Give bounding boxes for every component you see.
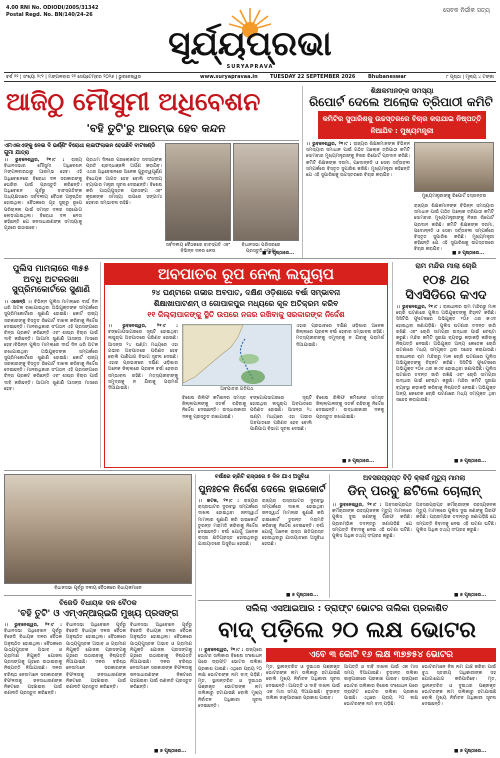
murder-dateline: ।। ଭୁବନେଶ୍ୱର, ୨୧।୯ : [332, 503, 385, 508]
weather-text-1: ବଙ୍ଗୋପସାଗରରେ ସୃଷ୍ଟି ହୋଇଥିବା ଲଘୁଚାପ ଅବପାତରେ ପରିଣତ ହୋଇଛି। ଆସନ୍ତା ୨୪ ଘଣ୍ଟା ମଧ୍ୟରେ ଏହା ଗଭୀର ଅବପାତରେ ପରିଣତ ହେବ ବୋଲି ପାଣିପାଗ ବିଭାଗ ସୂଚନା ଦେଇଛି। [108, 330, 178, 361]
page-count-price: ୮ ପୃଷ୍ଠା | ମୂଲ୍ୟ ୪ ଟଙ୍କା [446, 75, 494, 80]
voters-continued: ■ ୭ ପୃଷ୍ଠାରେ... [454, 749, 487, 754]
weather-body-5: ବିଶେଷ ରିଲିଫ କମିଶନର ସମସ୍ତ ଜିଲ୍ଲାପାଳଙ୍କୁ ସତର୍କ ରହିବାକୁ ନିର୍ଦ୍ଦେଶ ଦେଇଛନ୍ତି। ଉଦ୍ଧାରକାରୀ ଦଳକୁ ପ୍ରସ୍ତୁତ ରଖାଯାଇଛି। [316, 396, 384, 420]
teachers-dateline: ।। ଭୁବନେଶ୍ୱର, ୨୧।୯ : [306, 142, 354, 147]
murder-body-col2: ଅବସରପ୍ରାପ୍ତ କର୍ମଚାରୀଙ୍କ ରହସ୍ୟଜନକ ମୃତ୍ୟୁ ମାମଲାରେ ପୁଲିସ ଦୁଇ ଜଣଙ୍କୁ ଗିରଫ କରିଛି। ପ୍ରାରମ୍ଭିକ ତଦନ୍ତରୁ ଜଣାପଡ଼ିଛି ଯେ ସମ୍ପତ୍ତି ବିବାଦକୁ ନେଇ ଏହି ଘଟଣା ଘଟିଛି। ପୁଲିସ ଅଧିକ ତଥ୍ୟ ସଂଗ୍ରହ କରୁଛି। [416, 503, 496, 533]
party-meeting-photo [4, 474, 192, 584]
court-dateline: ।। କଟକ, ୨୧।୯ : [198, 499, 244, 504]
temple-body: ।। ଭୁବନେଶ୍ୱର, ୨୧।୯ : ରାଜଧାନୀର ରାମ ମନ୍ଦିରରୁ ମାଳ ଚୋରି ଘଟଣାରେ ପୁଲିସ ଅଭିଯୁକ୍ତଙ୍କୁ ଚିହ୍ନଟ କରିଛି। ସିସିଟିଭି ଫୁଟେଜରେ ଅଭିଯୁକ୍ତ ୧୦୫ ଥର କଏଦ ହୋଇଥିବା ଜଣାପଡ଼ିଛି। ପୁଲିସ ଘଟଣାର ତଦନ୍ତ ଜାରି ରଖିଛି ଏବଂ ଚୋରି ସାମଗ୍ରୀ ଉଦ୍ଧାର ପାଇଁ ଚେଷ୍ଟା କରୁଛି। ମନ୍ଦିର କମିଟି ସୁରକ୍ଷା ବ୍ୟବସ୍ଥା କଡ଼ାକଡ଼ି କରିବାକୁ ନିଷ୍ପତ୍ତି ନେଇଛି। ଅଭିଯୁକ୍ତ ଅନ୍ୟ କେତେକ ଚୋରି ଘଟଣାରେ ମଧ୍ୟ ସମ୍ପୃକ୍ତ ଥିବା ସନ୍ଦେହ କରାଯାଉଛି। ରାଜଧାନୀର ରାମ ମନ୍ଦିରରୁ ମାଳ ଚୋରି ଘଟଣାରେ ପୁଲିସ ଅଭିଯୁକ୍ତଙ୍କୁ ଚିହ୍ନଟ କରିଛି। ସିସିଟିଭି ଫୁଟେଜରେ ଅଭିଯୁକ୍ତ ୧୦୫ ଥର କଏଦ ହୋଇଥିବା ଜଣାପଡ଼ିଛି। ପୁଲିସ ଘଟଣାର ତଦନ୍ତ ଜାରି ରଖିଛି ଏବଂ ଚୋରି ସାମଗ୍ରୀ ଉଦ୍ଧାର ପାଇଁ ଚେଷ୍ଟା କରୁଛି। ମନ୍ଦିର କମିଟି ସୁରକ୍ଷା ବ୍ୟବସ୍ଥା କଡ଼ାକଡ଼ି କରିବାକୁ ନିଷ୍ପତ୍ତି ନେଇଛି। ଅଭିଯୁକ୍ତ ଅନ୍ୟ କେତେକ ଚୋରି ଘଟଣାରେ ମଧ୍ୟ ସମ୍ପୃକ୍ତ ଥିବା ସନ୍ଦେହ କରାଯାଉଛି। [396, 305, 496, 404]
bjd-headline: 'ବହି ତୁଟି' ଓ ଏମ୍‌ଏନ୍‌ଆର୍‌ଇଜି ମୁଖ୍ୟ ପ୍ରସଙ୍ଗ [17, 609, 179, 619]
left-story-body: ।। ଏଜେନ୍ସି ।। ବିଭିନ୍ନ ପୁଲିସ ମାମଲାରେ ଦୀର୍ଘ ଦିନ ଧରି ଅଟକ ରଖାଯାଇଥିବା ଅଭିଯୁକ୍ତଙ୍କ ସମ୍ପର୍କରେ ସୁପ୍ରିମକୋର୍ଟରେ ଶୁଣାଣି ହୋଇଛି। କୋର୍ଟ ରାଜ୍ୟ ସରକାରଙ୍କୁ ବିସ୍ତୃତ ରିପୋର୍ଟ ଦାଖଲ କରିବାକୁ ନିର୍ଦ୍ଦେଶ ଦେଇଛନ୍ତି। ମାନବାଧିକାର ସଂଗଠନ ଏହି ପ୍ରସଙ୍ଗରେ ଚିନ୍ତା ପ୍ରକଟ କରିଛନ୍ତି ଏବଂ ଶୀଘ୍ର ବିଚାର ପାଇଁ ଦାବି କରିଛନ୍ତି। ଆଗାମୀ ଶୁଣାଣି ଆସନ୍ତା ମାସରେ ହେବ।ବିଭିନ୍ନ ପୁଲିସ ମାମଲାରେ ଦୀର୍ଘ ଦିନ ଧରି ଅଟକ ରଖାଯାଇଥିବା ଅଭିଯୁକ୍ତଙ୍କ ସମ୍ପର୍କରେ ସୁପ୍ରିମକୋର୍ଟରେ ଶୁଣାଣି ହୋଇଛି। କୋର୍ଟ ରାଜ୍ୟ ସରକାରଙ୍କୁ ବିସ୍ତୃତ ରିପୋର୍ଟ ଦାଖଲ କରିବାକୁ ନିର୍ଦ୍ଦେଶ ଦେଇଛନ୍ତି। ମାନବାଧିକାର ସଂଗଠନ ଏହି ପ୍ରସଙ୍ଗରେ ଚିନ୍ତା ପ୍ରକଟ କରିଛନ୍ତି ଏବଂ ଶୀଘ୍ର ବିଚାର ପାଇଁ ଦାବି କରିଛନ୍ତି। ଆଗାମୀ ଶୁଣାଣି ଆସନ୍ତା ମାସରେ ହେବ। [4, 300, 98, 392]
left-story-text: ବିଭିନ୍ନ ପୁଲିସ ମାମଲାରେ ଦୀର୍ଘ ଦିନ ଧରି ଅଟକ ରଖାଯାଇଥିବା ଅଭିଯୁକ୍ତଙ୍କ ସମ୍ପର୍କରେ ସୁପ୍ରିମକୋର୍ଟରେ ଶୁଣାଣି ହୋଇଛି। କୋର୍ଟ ରାଜ୍ୟ ସରକାରଙ୍କୁ ବିସ୍ତୃତ ରିପୋର୍ଟ ଦାଖଲ କରିବାକୁ ନିର୍ଦ୍ଦେଶ ଦେଇଛନ୍ତି। ମାନବାଧିକାର ସଂଗଠନ ଏହି ପ୍ରସଙ୍ଗରେ ଚିନ୍ତା ପ୍ରକଟ କରିଛନ୍ତି ଏବଂ ଶୀଘ୍ର ବିଚାର ପାଇଁ ଦାବି କରିଛନ୍ତି। ଆଗାମୀ ଶୁଣାଣି ଆସନ୍ତା ମାସରେ ହେବ। [4, 300, 98, 349]
column-divider [329, 474, 330, 598]
lead-headline: ଆଜିଠୁ ମୌସୁମୀ ଅଧିବେଶନ [6, 87, 261, 116]
column-divider [195, 474, 196, 754]
report-photo-caption: ମୁଖ୍ୟମନ୍ତ୍ରୀଙ୍କୁ ରିପୋର୍ଟ ହସ୍ତାନ୍ତର [421, 194, 487, 199]
newspaper-subtitle: SURYAPRAVA [226, 64, 274, 70]
lead-continued: ■ ୭ ପୃଷ୍ଠାରେ... [262, 251, 295, 256]
tagline: ସେବକ ନିର୍ଭୀକ ସତ୍ୟ [443, 7, 490, 14]
court-body-col1 [198, 499, 258, 597]
weather-body-3 [182, 396, 246, 462]
left-story-headline: ପୁଲିସ ମାମଲାରେ ୩୫୫ ଅବଧି ଅଟକରଖା ସୁପ୍ରିମକୋର୍ଟରେ ସୁଣାଣି [12, 264, 90, 295]
temple-text: ରାଜଧାନୀର ରାମ ମନ୍ଦିରରୁ ମାଳ ଚୋରି ଘଟଣାରେ ପୁଲିସ ଅଭିଯୁକ୍ତଙ୍କୁ ଚିହ୍ନଟ କରିଛି। ସିସିଟିଭି ଫୁଟେଜରେ ଅଭିଯୁକ୍ତ ୧୦୫ ଥର କଏଦ ହୋଇଥିବା ଜଣାପଡ଼ିଛି। ପୁଲିସ ଘଟଣାର ତଦନ୍ତ ଜାରି ରଖିଛି ଏବଂ ଚୋରି ସାମଗ୍ରୀ ଉଦ୍ଧାର ପାଇଁ ଚେଷ୍ଟା କରୁଛି। ମନ୍ଦିର କମିଟି ସୁରକ୍ଷା ବ୍ୟବସ୍ଥା କଡ଼ାକଡ଼ି କରିବାକୁ ନିଷ୍ପତ୍ତି ନେଇଛି। ଅଭିଯୁକ୍ତ ଅନ୍ୟ କେତେକ ଚୋରି ଘଟଣାରେ ମଧ୍ୟ ସମ୍ପୃକ୍ତ ଥିବା ସନ୍ଦେହ କରାଯାଉଛି। [396, 305, 496, 354]
court-headline: ପୁନଃଚଳ ନିର୍ଦ୍ଦେଶ ଦେଲେ ହାଇକୋର୍ଟ [198, 484, 326, 495]
bjd-body-col2: ବିଧାନସଭା ଅଧିବେଶନ ପୂର୍ବରୁ ବିଜେଡି ବିଧାୟକ ଦଳର ବୈଠକ ଅନୁଷ୍ଠିତ ହୋଇଥିଲା। ବୈଠକରେ ପାଠ୍ୟପୁସ୍ତକ ଅଭାବ ଓ ଗ୍ରାମୀଣ ନିଯୁକ୍ତି ଯୋଜନା ପ୍ରସଙ୍ଗକୁ ଗୃହରେ ଉଠାଇବାକୁ ନିଷ୍ପତ୍ତି ନିଆଯାଇଛି। ଦଳର ବରିଷ୍ଠ ନେତାମାନେ ସରକାରଙ୍କ ବିଫଳତାକୁ ଜନସାଧାରଣଙ୍କ ନିକଟରେ ପହଞ୍ଚାଇବା ପାଇଁ ରଣନୀତି ପ୍ରସ୍ତୁତ କରିଛନ୍ତି। [66, 623, 126, 691]
bjd-body-col3: ବିଧାନସଭା ଅଧିବେଶନ ପୂର୍ବରୁ ବିଜେଡି ବିଧାୟକ ଦଳର ବୈଠକ ଅନୁଷ୍ଠିତ ହୋଇଥିଲା। ବୈଠକରେ ପାଠ୍ୟପୁସ୍ତକ ଅଭାବ ଓ ଗ୍ରାମୀଣ ନିଯୁକ୍ତି ଯୋଜନା ପ୍ରସଙ୍ଗକୁ ଗୃହରେ ଉଠାଇବାକୁ ନିଷ୍ପତ୍ତି ନିଆଯାଇଛି। ଦଳର ବରିଷ୍ଠ ନେତାମାନେ ସରକାରଙ୍କ ବିଫଳତାକୁ ଜନସାଧାରଣଙ୍କ ନିକଟରେ ପହଞ୍ଚାଇବା ପାଇଁ ରଣନୀତି ପ୍ରସ୍ତୁତ କରିଛନ୍ତି। [130, 623, 192, 691]
weather-subhead-3: ୧୧ ଜିଲ୍ଲାପାଳଙ୍କୁ ସ୍ଥିତି ଉପରେ ନଜର ରଖିବାକୁ ସରକାରଙ୍କ ନିର୍ଦ୍ଦେଶ [147, 310, 345, 319]
teachers-body [306, 142, 410, 254]
weather-text-2: ଏହାର ପ୍ରଭାବରେ ଦକ୍ଷିଣ ଓଡ଼ିଶାର ଅନେକ ଜିଲ୍ଲାରେ ପ୍ରବଳ ବର୍ଷା ହେବାର ସମ୍ଭାବନା ରହିଛି। ମତ୍ସ୍ୟଜୀବୀଙ୍କୁ ସମୁଦ୍ରକୁ ନ ଯିବାକୁ ପରାମର୍ଶ ଦିଆଯାଇଛି। [296, 324, 384, 348]
registration-line-1: 4.00 RNI No. ODIODI/2005/31342 [6, 5, 99, 11]
divider [4, 140, 299, 141]
voters-body-col2: ମୃତ, ସ୍ଥାନାନ୍ତରିତ ଓ ଦୁଇଥର ପଞ୍ଜୀକୃତ ଭୋଟରଙ୍କ ନାମ ତାଲିକାରୁ ହଟାଯାଇଛି ବୋଲି ମୁଖ୍ୟ ନିର୍ବାଚନ ଅଧିକାରୀ ସୂଚନା ଦେଇଛନ୍ତି। ଆପତ୍ତି ଓ ଦାବି ଦାଖଲ ପାଇଁ ଏକ ମାସ ସମୟ ଦିଆଯାଇଛି। ଚୂଡ଼ାନ୍ତ ତାଲିକା ଜାନୁଆରୀରେ ପ୍ରକାଶ ପାଇବ। [266, 665, 340, 702]
teachers-text: ରାଜ୍ୟର ଶିକ୍ଷକମାନଙ୍କ ବିଭିନ୍ନ ସମସ୍ୟାର ସମାଧାନ ପାଇଁ ଗଠିତ ଅଲୋକ ତ୍ରିପାଠୀ କମିଟି ସୋମବାର ମୁଖ୍ୟମନ୍ତ୍ରୀଙ୍କୁ ନିଜର ରିପୋର୍ଟ ପ୍ରଦାନ କରିଛି। କମିଟି ଶିକ୍ଷକଙ୍କ ଦରମା, ପଦୋନ୍ନତି ଓ ସେବା ସର୍ତ୍ତାବଳୀ ସମ୍ପର୍କରେ ବିସ୍ତୃତ ସୁପାରିଶ କରିଛି। ମୁଖ୍ୟମନ୍ତ୍ରୀ କହିଛନ୍ତି ଯେ ଏହି ସୁପାରିଶକୁ ଉଚ୍ଚସ୍ତରରେ ବିଚାର କରାଯିବ। [306, 142, 410, 179]
murder-continued: ■ ୭ ପୃଷ୍ଠାରେ... [454, 593, 487, 598]
voters-text-2: ମୃତ, ସ୍ଥାନାନ୍ତରିତ ଓ ଦୁଇଥର ପଞ୍ଜୀକୃତ ଭୋଟରଙ୍କ ନାମ ତାଲିକାରୁ ହଟାଯାଇଛି ବୋଲି ମୁଖ୍ୟ ନିର୍ବାଚନ ଅଧିକାରୀ ସୂଚନା ଦେଇଛନ୍ତି। [266, 665, 340, 689]
teachers-subhead: କମିଟିର ସୁପାରିଶକୁ ଉଚ୍ଚସ୍ତରରେ ବିଚାର କରାଯାଇ ନିଷ୍ପତ୍ତି ନିଆଯିବ : ମୁଖ୍ୟମନ୍ତ୍ରୀ [318, 111, 486, 139]
voters-body-col4: ଭୋଟରମାନେ ନିଜ ନାମ ଯାଞ୍ଚ କରିବା ପାଇଁ ବୁଥ ସ୍ତରୀୟ ଅଧିକାରୀଙ୍କ ସହ ଯୋଗାଯୋଗ କରିପାରିବେ। ମୃତ, ସ୍ଥାନାନ୍ତରିତ ଓ ଦୁଇଥର ପଞ୍ଜୀକୃତ ଭୋଟରଙ୍କ ନାମ ତାଲିକାରୁ ହଟାଯାଇଛି ବୋଲି ମୁଖ୍ୟ ନିର୍ବାଚନ ଅଧିକାରୀ ସୂଚନା ଦେଇଛନ୍ତି। [422, 665, 496, 708]
murder-body-col1 [332, 503, 412, 597]
left-story-dateline: ।। ଏଜେନ୍ସି ।। [4, 300, 35, 305]
weather-body-2 [296, 324, 384, 392]
date-bar [4, 72, 496, 82]
lead-text-1: ରାଜ୍ୟ ବିଧାନସଭାର ମୌସୁମୀ ଅଧିବେଶନ ମଙ୍ଗଳବାରଠାରୁ ଆରମ୍ଭ ହେବ। ଏହି ଅଧିବେଶନରେ ବିରୋଧୀ ଦଳ ସରକାରଙ୍କୁ ଘେରିବା ପାଇଁ ପ୍ରସ୍ତୁତି କରିଛନ୍ତି। ଅଧିବେଶନ ପୂର୍ବରୁ ବାଚସ୍ପତିଙ୍କ ଅଧ୍ୟକ୍ଷତାରେ ସର୍ବଦଳୀୟ ବୈଠକ ଅନୁଷ୍ଠିତ ହୋଇଥିଲା। ବୈଠକରେ ଗୃହ ସୁଚାରୁ ରୂପେ ପରିଚାଳନା ପାଇଁ ସମସ୍ତ ଦଳର ସହଯୋଗ ଲୋଡ଼ାଯାଇଥିଲା। ବିରୋଧୀ ଦଳ ନେତା କହିଛନ୍ତି ଯେ ଜନସାଧାରଣଙ୍କ ସମସ୍ୟାକୁ ଗୃହରେ ଉଠାଇବେ। [4, 158, 82, 232]
assembly-meeting-photo [165, 143, 231, 241]
preparation-photo-caption: ବିଧାନସଭା ପରିସରରେ ପ୍ରସ୍ତୁତି ସମୀକ୍ଷା [241, 243, 281, 254]
voters-stat: ଏବେ ୩ କୋଟି ୧୬ ଲକ୍ଷ ୩୭୭୫୪ ଭୋଟର [266, 648, 496, 662]
lead-text-2: ପ୍ରଥମ ଦିନରେ ପରଲୋକଗତ ସଦସ୍ୟଙ୍କ ପ୍ରତି ଶ୍ରଦ୍ଧାଞ୍ଜଳି ଅର୍ପଣ କରାଯିବ। ଏଥର ଅଧିବେଶନରେ ଅନେକ ଗୁରୁତ୍ୱପୂର୍ଣ୍ଣ ବିଧେୟକ ଆଗତ ହେବ ବୋଲି ସଂସଦୀୟ ବ୍ୟାପାର ମନ୍ତ୍ରୀ ସୂଚନା ଦେଇଛନ୍ତି। ବିଶେଷ କରି ପାଠ୍ୟପୁସ୍ତକ ପ୍ରସଙ୍ଗ ଏବଂ କୃଷକଙ୍କ ସମସ୍ୟା ଉପରେ ହଙ୍ଗାମା ହେବାର ସମ୍ଭାବନା ରହିଛି। [86, 158, 162, 207]
weather-subhead-1: ୨୪ ଘଣ୍ଟାରେ ଗଭୀର ଅବପାତ, ଦକ୍ଷିଣ ଓଡ଼ିଶାରେ ବର୍ଷା ସମ୍ଭାବନା [151, 288, 341, 297]
voters-kicker: ସଲିଲା ଏସଆଇଆର : ଡ୍ରାଫ୍ଟ ଭୋଟର ତାଲିକା ପ୍ରକାଶିତ [245, 604, 449, 614]
newspaper-title: ସୂର୍ଯ୍ୟପ୍ରଭା [168, 24, 332, 64]
court-body-col2: ରାଜ୍ୟର ରାସ୍ତାଘାଟର ଦୁରବସ୍ଥା ସମ୍ପର୍କରେ ଦାଖଲ ହୋଇଥିବା ଜନସ୍ୱାର୍ଥ ମାମଲାର ଶୁଣାଣି କରି ହାଇକୋର୍ଟ ତୁରନ୍ତ ମରାମତି କରିବାକୁ ନିର୍ଦ୍ଦେଶ ଦେଇଛନ୍ତି। ବର୍ଷା ଯୋଗୁଁ ଅନେକ ରାସ୍ତା କ୍ଷତିଗ୍ରସ୍ତ ହୋଇଥିବାରୁ ଯାତାୟାତରେ ଅସୁବିଧା ହେଉଛି। [262, 499, 324, 548]
teachers-text-2: ରାଜ୍ୟର ଶିକ୍ଷକମାନଙ୍କ ବିଭିନ୍ନ ସମସ୍ୟାର ସମାଧାନ ପାଇଁ ଗଠିତ ଅଲୋକ ତ୍ରିପାଠୀ କମିଟି ସୋମବାର ମୁଖ୍ୟମନ୍ତ୍ରୀଙ୍କୁ ନିଜର ରିପୋର୍ଟ ପ୍ରଦାନ କରିଛି। କମିଟି ଶିକ୍ଷକଙ୍କ ଦରମା, ପଦୋନ୍ନତି ଓ ସେବା ସର୍ତ୍ତାବଳୀ ସମ୍ପର୍କରେ ବିସ୍ତୃତ ସୁପାରିଶ କରିଛି। ମୁଖ୍ୟମନ୍ତ୍ରୀ କହିଛନ୍ତି ଯେ ଏହି ସୁପାରିଶକୁ ଉଚ୍ଚସ୍ତରରେ ବିଚାର କରାଯିବ। [414, 204, 494, 253]
teachers-headline: ରିପୋର୍ଟ ଦେଲେ ଅଲୋକ ତ୍ରିପାଠୀ କମିଟି [309, 95, 493, 109]
bjd-kicker: ବିଜେଡି ବିଧାୟକ ଦଳ ବୈଠକ [59, 598, 137, 607]
divider [4, 595, 192, 596]
weather-text-3: ବିଶେଷ ରିଲିଫ କମିଶନର ସମସ୍ତ ଜିଲ୍ଲାପାଳଙ୍କୁ ସତର୍କ ରହିବାକୁ ନିର୍ଦ୍ଦେଶ ଦେଇଛନ୍ତି। ଉଦ୍ଧାରକାରୀ ଦଳକୁ ପ୍ରସ୍ତୁତ ରଖାଯାଇଛି। [182, 396, 246, 420]
map-caption: ଅବପାତର ଗତିପଥ [220, 387, 254, 392]
voters-headline: ବାଦ୍ ପଡ଼ିଲେ ୨୦ ଲକ୍ଷ ଭୋଟର [218, 618, 476, 643]
lead-body-col2 [86, 158, 162, 250]
assembly-preparation-photo [233, 143, 299, 241]
website-link[interactable]: www.suryapravaa.in [200, 74, 258, 80]
divider [4, 470, 496, 471]
weather-headline: ଅବପାତର ରୂପ ନେଲା ଲଘୁଚାପ [104, 263, 388, 285]
bjd-continued: ■ ୭ ପୃଷ୍ଠାରେ... [154, 749, 187, 754]
temple-headline: ୧୦୫ ଥର ସିଏସିଡିରେ କଏଦ [405, 272, 487, 302]
court-continued: ■ ୭ ପୃଷ୍ଠାରେ... [286, 593, 319, 598]
murder-text: ଅବସରପ୍ରାପ୍ତ କର୍ମଚାରୀଙ୍କ ରହସ୍ୟଜନକ ମୃତ୍ୟୁ ମାମଲାରେ ପୁଲିସ ଦୁଇ ଜଣଙ୍କୁ ଗିରଫ କରିଛି। ପ୍ରାରମ୍ଭିକ ତଦନ୍ତରୁ ଜଣାପଡ଼ିଛି ଯେ ସମ୍ପତ୍ତି ବିବାଦକୁ ନେଇ ଏହି ଘଟଣା ଘଟିଛି। ପୁଲିସ ଅଧିକ ତଥ୍ୟ ସଂଗ୍ରହ କରୁଛି। [332, 503, 412, 540]
column-divider [302, 86, 303, 258]
city-name: Bhubaneswar [368, 74, 407, 80]
registration-line-2: Postal Regd. No. BN/140/24-26 [6, 12, 93, 18]
voters-text-3: ଆପତ୍ତି ଓ ଦାବି ଦାଖଲ ପାଇଁ ଏକ ମାସ ସମୟ ଦିଆଯାଇଛି। ଚୂଡ଼ାନ୍ତ ତାଲିକା ଜାନୁଆରୀରେ ପ୍ରକାଶ ପାଇବ। [344, 665, 418, 683]
lead-dateline: ।। ଭୁବନେଶ୍ୱର, ୨୧।୯ : [4, 158, 72, 163]
divider [4, 258, 496, 259]
weather-subhead-2: ଶିକ୍ଷାଖାପାଟଣମ୍ ଓ ଗୋପାଳପୁର ମଧ୍ୟରେ କୂଳ ଅତିକ୍ରମ କରିବ [153, 299, 339, 308]
court-text: ରାଜ୍ୟର ରାସ୍ତାଘାଟର ଦୁରବସ୍ଥା ସମ୍ପର୍କରେ ଦାଖଲ ହୋଇଥିବା ଜନସ୍ୱାର୍ଥ ମାମଲାର ଶୁଣାଣି କରି ହାଇକୋର୍ଟ ତୁରନ୍ତ ମରାମତି କରିବାକୁ ନିର୍ଦ୍ଦେଶ ଦେଇଛନ୍ତି। ବର୍ଷା ଯୋଗୁଁ ଅନେକ ରାସ୍ତା କ୍ଷତିଗ୍ରସ୍ତ ହୋଇଥିବାରୁ ଯାତାୟାତରେ ଅସୁବିଧା ହେଉଛି। [198, 499, 258, 548]
voters-text-4: ଭୋଟରମାନେ ନିଜ ନାମ ଯାଞ୍ଚ କରିବା ପାଇଁ ବୁଥ ସ୍ତରୀୟ ଅଧିକାରୀଙ୍କ ସହ ଯୋଗାଯୋଗ କରିପାରିବେ। [422, 665, 496, 683]
weather-body-1: ।। ଭୁବନେଶ୍ୱର, ୨୧।୯ : ବଙ୍ଗୋପସାଗରରେ ସୃଷ୍ଟି ହୋଇଥିବା ଲଘୁଚାପ ଅବପାତରେ ପରିଣତ ହୋଇଛି। ଆସନ୍ତା ୨୪ ଘଣ୍ଟା ମଧ୍ୟରେ ଏହା ଗଭୀର ଅବପାତରେ ପରିଣତ ହେବ ବୋଲି ପାଣିପାଗ ବିଭାଗ ସୂଚନା ଦେଇଛି। ଏହାର ପ୍ରଭାବରେ ଦକ୍ଷିଣ ଓଡ଼ିଶାର ଅନେକ ଜିଲ୍ଲାରେ ପ୍ରବଳ ବର୍ଷା ହେବାର ସମ୍ଭାବନା ରହିଛି। ମତ୍ସ୍ୟଜୀବୀଙ୍କୁ ସମୁଦ୍ରକୁ ନ ଯିବାକୁ ପରାମର୍ଶ ଦିଆଯାଇଛି। [108, 324, 178, 392]
column-divider [392, 262, 393, 468]
english-date: TUESDAY 22 SEPTEMBER 2026 [270, 74, 356, 80]
column-divider [100, 262, 101, 468]
murder-headline: ଡିନ୍ ପରବୁ ଛଟିଲେ ଚୋଲାନ୍ [347, 484, 481, 499]
teachers-continued: ■ ୭ ପୃଷ୍ଠାରେ... [452, 251, 485, 256]
weather-body-4: ବଙ୍ଗୋପସାଗରରେ ସୃଷ୍ଟି ହୋଇଥିବା ଲଘୁଚାପ ଅବପାତରେ ପରିଣତ ହୋଇଛି। ଆସନ୍ତା ୨୪ ଘଣ୍ଟା ମଧ୍ୟରେ ଏହା ଗଭୀର ଅବପାତରେ ପରିଣତ ହେବ ବୋଲି ପାଣିପାଗ ବିଭାଗ ସୂଚନା ଦେଇଛି। [250, 396, 312, 433]
assembly-photo-caption: ସର୍ବଦଳୀୟ ବୈଠକରେ ବାଚସ୍ପତି ଏବଂ ବିଭିନ୍ନ ଦଳର ନେତା [165, 243, 231, 254]
murder-kicker: ଅବସରପ୍ରାପ୍ତ ବିଡ଼ି କ୍ଲାର୍କ ମୃତ୍ୟୁ ମାମଲା [362, 474, 466, 482]
weather-dateline: ।। ଭୁବନେଶ୍ୱର, ୨୧।୯ : [108, 324, 178, 329]
lead-subhead: 'ବହି ତୁଟି'ରୁ ଆରମ୍ଭ ହେବ କନ୍ଦନ [86, 122, 226, 135]
temple-kicker: ରାମ ମନ୍ଦିର ମାଲା ଚୋରି [415, 262, 477, 270]
temple-continued: ■ ୭ ପୃଷ୍ଠାରେ... [454, 459, 487, 464]
bjd-text: ବିଧାନସଭା ଅଧିବେଶନ ପୂର୍ବରୁ ବିଜେଡି ବିଧାୟକ ଦଳର ବୈଠକ ଅନୁଷ୍ଠିତ ହୋଇଥିଲା। ବୈଠକରେ ପାଠ୍ୟପୁସ୍ତକ ଅଭାବ ଓ ଗ୍ରାମୀଣ ନିଯୁକ୍ତି ଯୋଜନା ପ୍ରସଙ୍ଗକୁ ଗୃହରେ ଉଠାଇବାକୁ ନିଷ୍ପତ୍ତି ନିଆଯାଇଛି। ଦଳର ବରିଷ୍ଠ ନେତାମାନେ ସରକାରଙ୍କ ବିଫଳତାକୁ ଜନସାଧାରଣଙ୍କ ନିକଟରେ ପହଞ୍ଚାଇବା ପାଇଁ ରଣନୀତି ପ୍ରସ୍ତୁତ କରିଛନ୍ତି। [4, 629, 62, 697]
divider [198, 600, 496, 601]
teachers-body-continued [414, 204, 494, 253]
weather-continued: ■ ୭ ପୃଷ୍ଠାରେ... [342, 459, 375, 464]
lead-kicker: ଏମଏଲଏଙ୍କୁ ନେଇ ଦି ଭର୍ଣ୍ଣିଂ ବିରୋଧୀ ଲାଇଫଲାଇନ ହେଉଛିବି ବାଟଖଣ୍ଡି ଗୁମା ଯାତ୍ରା [4, 143, 156, 156]
lead-body-col1 [4, 158, 82, 250]
issue-info: ବର୍ଷ ୨୨ | ସଂଖ୍ୟା ୨୯୨ | ମଙ୍ଗଳବାର ୨୨ ସେପ୍ଟେମ୍ବର ୨୦୨୬ | ଭୁବନେଶ୍ୱର [6, 75, 142, 80]
voters-body-col1: ।। ଭୁବନେଶ୍ୱର, ୨୧।୯ : ରାଜ୍ୟରେ ଭୋଟର ତାଲିକାର ବିଶେଷ ସଂଶୋଧନ ପରେ ଡ୍ରାଫ୍ଟ ଭୋଟର ତାଲିକା ପ୍ରକାଶ ପାଇଛି। ଏଥିରେ ପ୍ରାୟ ୨୦ ଲକ୍ଷ ଭୋଟରଙ୍କ ନାମ ବାଦ୍ ପଡ଼ିଛି। ମୃତ, ସ୍ଥାନାନ୍ତରିତ ଓ ଦୁଇଥର ପଞ୍ଜୀକୃତ ଭୋଟରଙ୍କ ନାମ ତାଲିକାରୁ ହଟାଯାଇଛି ବୋଲି ମୁଖ୍ୟ ନିର୍ବାଚନ ଅଧିକାରୀ ସୂଚନା ଦେଇଛନ୍ତି। [198, 648, 262, 709]
depression-map [182, 324, 292, 386]
voters-text-1: ରାଜ୍ୟରେ ଭୋଟର ତାଲିକାର ବିଶେଷ ସଂଶୋଧନ ପରେ ଡ୍ରାଫ୍ଟ ଭୋଟର ତାଲିକା ପ୍ରକାଶ ପାଇଛି। ଏଥିରେ ପ୍ରାୟ ୨୦ ଲକ୍ଷ ଭୋଟରଙ୍କ ନାମ ବାଦ୍ ପଡ଼ିଛି। [198, 648, 262, 678]
voters-dateline: ।। ଭୁବନେଶ୍ୱର, ୨୧।୯ : [198, 648, 246, 653]
bjd-body-col1 [4, 623, 62, 753]
party-photo-caption: ବିଧାନସଭା ପୂର୍ବରୁ ଦଳୀୟ ବୈଠକରେ ବିଧାୟକମାନେ [54, 586, 142, 591]
report-handover-photo [414, 142, 494, 192]
teachers-label: ଶିକ୍ଷକମାନଙ୍କ ସମସ୍ୟା [370, 87, 434, 95]
bjd-dateline: ।। ଭୁବନେଶ୍ୱର, ୨୧।୯ : [4, 623, 62, 628]
temple-dateline: ।। ଭୁବନେଶ୍ୱର, ୨୧।୯ : [396, 305, 444, 310]
court-kicker: ବର୍ଷାରେ ଚାରିଟି ରାସ୍ତାରେ ୫ ଦିନ ଯାଏ ଅସୁବିଧା [214, 474, 310, 480]
voters-body-col3: ଆପତ୍ତି ଓ ଦାବି ଦାଖଲ ପାଇଁ ଏକ ମାସ ସମୟ ଦିଆଯାଇଛି। ଚୂଡ଼ାନ୍ତ ତାଲିକା ଜାନୁଆରୀରେ ପ୍ରକାଶ ପାଇବ। ରାଜ୍ୟରେ ଭୋଟର ତାଲିକାର ବିଶେଷ ସଂଶୋଧନ ପରେ ଡ୍ରାଫ୍ଟ ଭୋଟର ତାଲିକା ପ୍ରକାଶ ପାଇଛି। ଏଥିରେ ପ୍ରାୟ ୨୦ ଲକ୍ଷ ଭୋଟରଙ୍କ ନାମ ବାଦ୍ ପଡ଼ିଛି। [344, 665, 418, 708]
